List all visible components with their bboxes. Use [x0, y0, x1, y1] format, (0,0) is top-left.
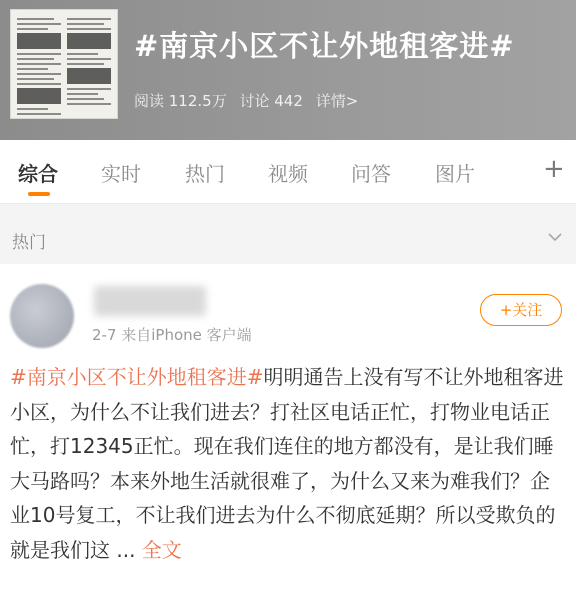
topic-thumbnail[interactable] — [10, 9, 118, 119]
tab-bar — [0, 140, 576, 204]
topic-header — [0, 0, 576, 140]
post-meta: 2-7 来自iPhone 客户端 — [92, 326, 252, 344]
discussion-count: 讨论 442 — [239, 92, 303, 110]
tab-comprehensive[interactable]: 综合 — [18, 162, 58, 186]
tab-realtime[interactable]: 实时 — [101, 162, 141, 186]
section-label: 热门 — [12, 233, 46, 253]
read-more-link[interactable]: 全文 — [141, 537, 182, 562]
section-bar[interactable] — [0, 204, 576, 264]
details-link[interactable]: 详情> — [315, 92, 359, 110]
avatar[interactable] — [10, 284, 74, 348]
follow-button[interactable]: +关注 — [480, 294, 562, 326]
tab-images[interactable]: 图片 — [435, 162, 475, 186]
read-count: 阅读 112.5万 — [134, 92, 227, 110]
tab-hot[interactable]: 热门 — [185, 162, 225, 186]
topic-stats — [134, 90, 366, 111]
post-hashtag[interactable]: #南京小区不让外地租客进# — [10, 365, 264, 389]
post-body — [10, 360, 566, 567]
chevron-down-icon[interactable] — [548, 232, 562, 242]
tab-video[interactable]: 视频 — [268, 162, 308, 186]
username-blurred[interactable] — [94, 286, 206, 316]
post-body-text: 明明通告上没有写不让外地租客进小区，为什么不让我们进去？打社区电话正忙，打物业电话正忙，打12345正忙。现在我们连住的地方都没有，是让我们睡大马路吗？本来外地生活就很难了，为什么又来为难我们？企业10号复工，不让我们进去为什么不彻底延期？所以受欺负的就是我们这 ... — [10, 365, 564, 562]
add-tab-icon[interactable]: + — [543, 154, 565, 184]
active-tab-indicator — [28, 192, 50, 196]
post-card — [0, 264, 576, 592]
tab-qa[interactable]: 问答 — [351, 162, 391, 186]
topic-title: #南京小区不让外地租客进# — [134, 29, 515, 63]
